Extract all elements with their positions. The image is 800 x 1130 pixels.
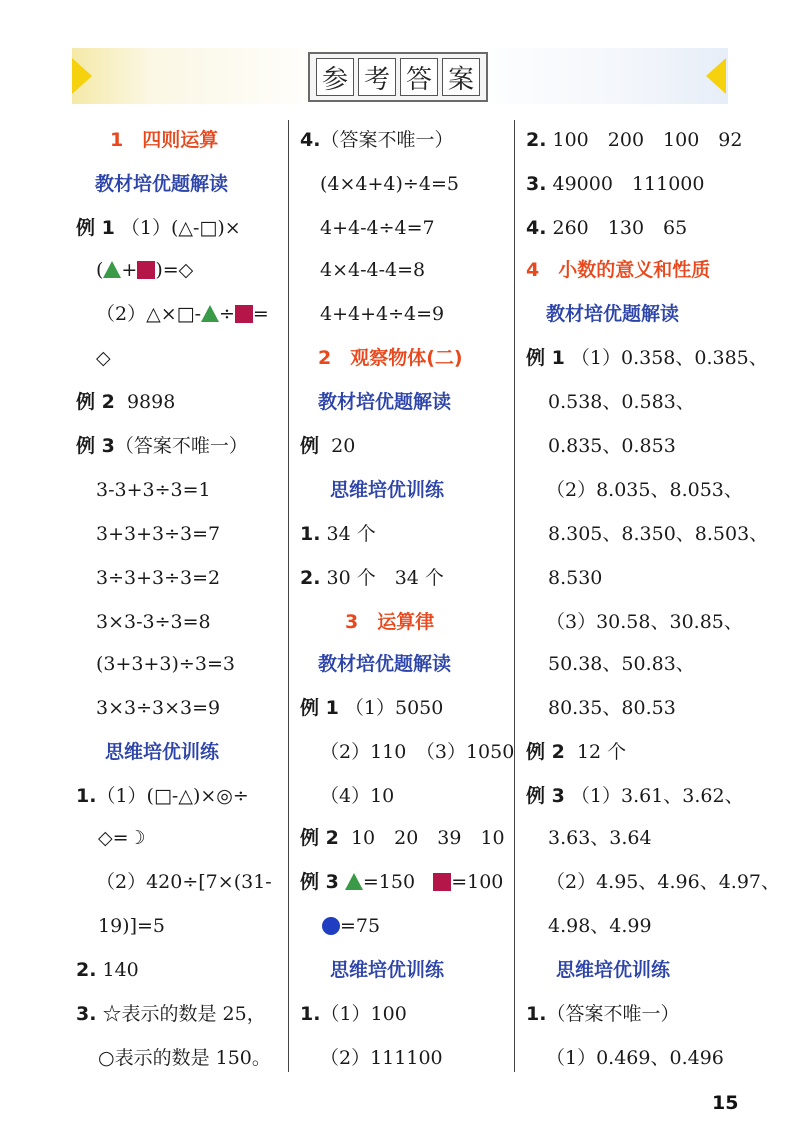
page-title (308, 52, 488, 102)
title-char: 案 (442, 58, 480, 96)
answer-line: ◇=☽ (98, 827, 146, 849)
subheading-textbook: 教材培优题解读 (318, 391, 452, 413)
answer-line: 3-3+3÷3=1 (96, 479, 211, 501)
answer-line: 3. ☆表示的数是 25， (76, 1003, 266, 1025)
answer-line: 3+3+3÷3=7 (96, 523, 221, 545)
answer-line: 3×3-3÷3=8 (96, 611, 211, 633)
answer-line: （2）420÷[7×(31- (96, 871, 272, 893)
subheading-textbook: 教材培优题解读 (318, 653, 452, 675)
answer-line: （4）10 (320, 785, 395, 807)
column-divider-left (288, 120, 289, 1072)
answer-line: 例 2 10 20 39 10 (300, 827, 505, 849)
red-square-icon (137, 261, 155, 279)
answer-line: 例 1 （1）5050 (300, 697, 444, 719)
answer-line: 80.35、80.53 (548, 697, 676, 719)
answer-line: 3×3÷3×3=9 (96, 697, 221, 719)
answer-line: 8.305、8.350、8.503、 (548, 523, 769, 545)
answer-line: （2）110 （3）1050 (320, 741, 515, 763)
answer-line: 4×4-4-4=8 (320, 259, 426, 281)
answer-line: 50.38、50.83、 (548, 653, 695, 675)
red-square-icon (433, 873, 451, 891)
answer-line: 4.（答案不唯一） (300, 129, 454, 151)
answer-line: 0.538、0.583、 (548, 391, 695, 413)
section-heading-arithmetic: 1 四则运算 (110, 129, 219, 151)
green-triangle-icon (345, 873, 363, 890)
answer-line: 2. 30 个 34 个 (300, 567, 444, 589)
answer-line: 3. 49000 111000 (526, 173, 705, 195)
answer-line: (3+3+3)÷3=3 (96, 653, 235, 675)
answer-line: 例 1 （1）0.358、0.385、 (526, 347, 768, 369)
subheading-training: 思维培优训练 (105, 741, 220, 763)
answer-line: 例 2 12 个 (526, 741, 627, 763)
answer-line: 1. 34 个 (300, 523, 376, 545)
section-heading-decimals: 4 小数的意义和性质 (526, 259, 711, 281)
answer-line: 1.（1）100 (300, 1003, 407, 1025)
title-char: 考 (358, 58, 396, 96)
section-heading-operation-laws: 3 运算律 (345, 611, 435, 633)
answer-line: 2. 100 200 100 92 (526, 129, 743, 151)
green-triangle-icon (201, 305, 219, 322)
answer-line: 例 3 （1）3.61、3.62、 (526, 785, 744, 807)
answer-line: 1.（答案不唯一） (526, 1003, 680, 1025)
answer-line: 例 3 =150 =100 (300, 871, 504, 893)
section-heading-observing-objects: 2 观察物体(二) (318, 347, 463, 369)
answer-line: (4×4+4)÷4=5 (320, 173, 459, 195)
answer-line: 4.98、4.99 (548, 915, 652, 937)
answer-line: ( + )=◇ (96, 259, 194, 281)
red-square-icon (235, 305, 253, 323)
answer-line: （1）0.469、0.496 (546, 1047, 724, 1069)
answer-line: 2. 140 (76, 959, 139, 981)
answer-line: ○表示的数是 150。 (98, 1047, 271, 1069)
answer-line: （2）8.035、8.053、 (546, 479, 743, 501)
subheading-training: 思维培优训练 (330, 959, 445, 981)
subheading-textbook: 教材培优题解读 (95, 173, 229, 195)
subheading-training: 思维培优训练 (556, 959, 671, 981)
answer-line: （2）111100 (320, 1047, 443, 1069)
answer-line: 例 2 9898 (76, 391, 176, 413)
answer-line: 1.（1）(□-△)×◎÷ (76, 785, 249, 807)
green-triangle-icon (103, 261, 121, 278)
answer-line: 0.835、0.853 (548, 435, 676, 457)
answer-line: 19)]=5 (98, 915, 166, 937)
answer-line: （3）30.58、30.85、 (546, 611, 743, 633)
page-number: 15 (712, 1092, 739, 1114)
right-yellow-triangle-icon (706, 58, 726, 94)
answer-line: 4. 260 130 65 (526, 217, 688, 239)
answer-line: ◇ (96, 347, 111, 369)
title-char: 参 (316, 58, 354, 96)
answer-line: 例 3（答案不唯一） (76, 435, 248, 457)
answer-line: 8.530 (548, 567, 603, 589)
answer-line: 例 1 （1）(△-□)× (76, 217, 241, 239)
subheading-training: 思维培优训练 (330, 479, 445, 501)
column-divider-right (514, 120, 515, 1072)
answer-line: （2）4.95、4.96、4.97、 (546, 871, 781, 893)
answer-line: 3÷3+3÷3=2 (96, 567, 221, 589)
answer-line: 3.63、3.64 (548, 827, 652, 849)
subheading-textbook: 教材培优题解读 (546, 303, 680, 325)
answer-line: 4+4+4÷4=9 (320, 303, 445, 325)
blue-circle-icon (322, 917, 340, 935)
answer-line: =75 (322, 914, 380, 938)
left-yellow-triangle-icon (72, 58, 92, 94)
title-char: 答 (400, 58, 438, 96)
answer-line: （2）△×□- ÷ = (96, 303, 269, 325)
answer-line: 4+4-4÷4=7 (320, 217, 435, 239)
answer-line: 例 20 (300, 435, 356, 457)
